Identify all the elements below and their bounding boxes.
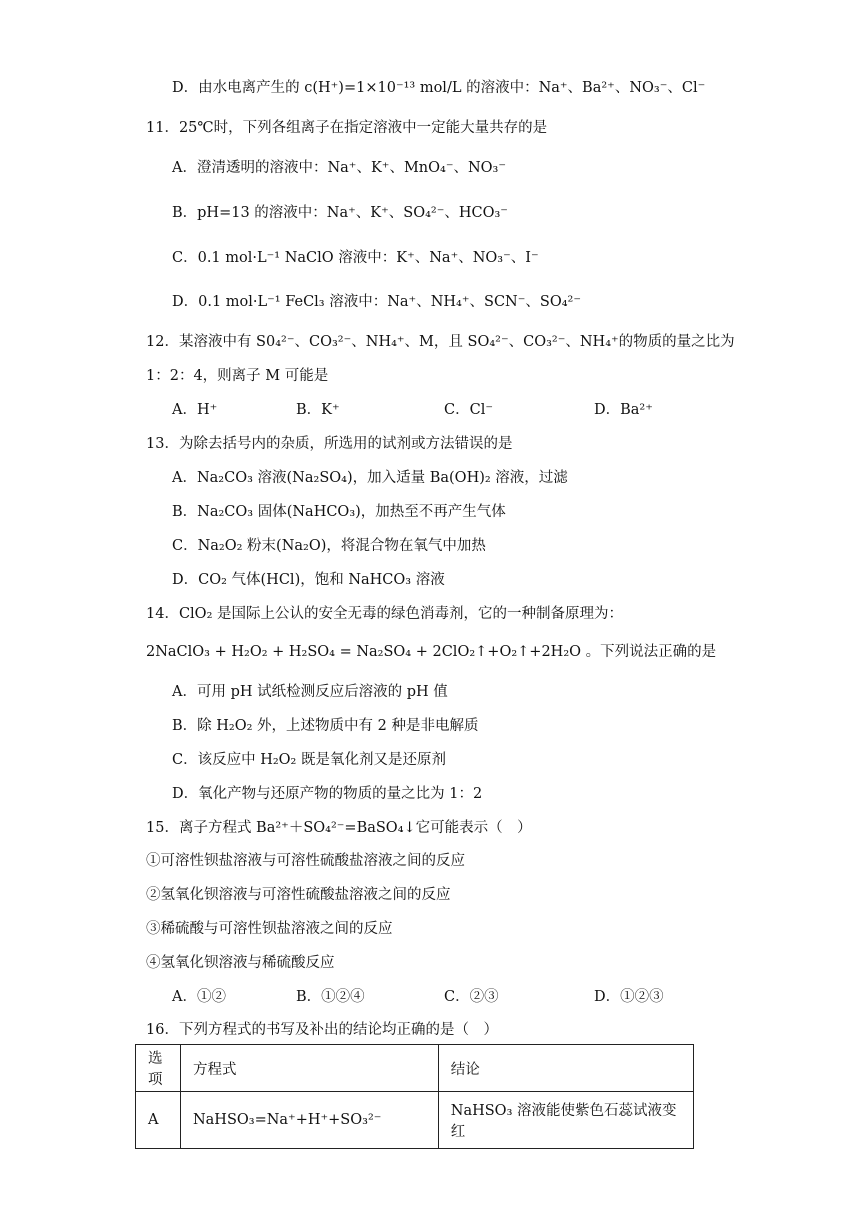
q12-option-a: A．H⁺	[172, 402, 218, 418]
table-header-option: 选项	[136, 1045, 181, 1092]
q12-option-c: C．Cl⁻	[444, 402, 493, 418]
q11-option-d: D．0.1 mol·L⁻¹ FeCl₃ 溶液中：Na⁺、NH₄⁺、SCN⁻、SO₄²⁻	[172, 294, 581, 310]
q15-option-b: B．①②④	[296, 989, 365, 1005]
q12-option-b: B．K⁺	[296, 402, 340, 418]
q14-option-d: D．氧化产物与还原产物的物质的量之比为 1：2	[172, 786, 483, 802]
q16-stem: 16．下列方程式的书写及补出的结论均正确的是（ ）	[146, 1022, 498, 1038]
q13-stem: 13．为除去括号内的杂质，所选用的试剂或方法错误的是	[146, 436, 513, 452]
q15-option-a: A．①②	[172, 989, 226, 1005]
q15-item-4: ④氢氧化钡溶液与稀硫酸反应	[146, 955, 335, 971]
q14-equation: 2NaClO₃ + H₂O₂ + H₂SO₄ = Na₂SO₄ + 2ClO₂↑+O₂↑+2H₂O 。下列说法正确的是	[146, 644, 717, 660]
table-cell-equation: NaHSO₃=Na⁺+H⁺+SO₃²⁻	[180, 1092, 438, 1149]
table-cell-option: A	[136, 1092, 181, 1149]
q12-stem-line1: 12．某溶液中有 S0₄²⁻、CO₃²⁻、NH₄⁺、M，且 SO₄²⁻、CO₃²⁻、NH₄⁺的物质的量之比为	[146, 334, 735, 350]
q10-option-d: D．由水电离产生的 c(H⁺)=1×10⁻¹³ mol/L 的溶液中：Na⁺、Ba²⁺、NO₃⁻、Cl⁻	[172, 80, 706, 96]
q11-option-c: C．0.1 mol·L⁻¹ NaClO 溶液中：K⁺、Na⁺、NO₃⁻、I⁻	[172, 250, 539, 266]
q12-stem-line2: 1：2：4，则离子 M 可能是	[146, 368, 329, 384]
q14-option-c: C．该反应中 H₂O₂ 既是氧化剂又是还原剂	[172, 752, 446, 768]
q13-option-b: B．Na₂CO₃ 固体(NaHCO₃)，加热至不再产生气体	[172, 504, 506, 520]
table-header-conclusion: 结论	[438, 1045, 693, 1092]
q15-item-3: ③稀硫酸与可溶性钡盐溶液之间的反应	[146, 921, 393, 937]
table-header-equation: 方程式	[180, 1045, 438, 1092]
table-row	[136, 1092, 694, 1149]
q14-option-a: A．可用 pH 试纸检测反应后溶液的 pH 值	[172, 684, 448, 700]
q15-stem: 15．离子方程式 Ba²⁺＋SO₄²⁻=BaSO₄↓它可能表示（ ）	[146, 820, 532, 836]
q14-option-b: B．除 H₂O₂ 外，上述物质中有 2 种是非电解质	[172, 718, 479, 734]
q15-item-2: ②氢氧化钡溶液与可溶性硫酸盐溶液之间的反应	[146, 887, 451, 903]
q11-option-b: B．pH=13 的溶液中：Na⁺、K⁺、SO₄²⁻、HCO₃⁻	[172, 205, 508, 221]
table-cell-conclusion: NaHSO₃ 溶液能使紫色石蕊试液变红	[438, 1092, 693, 1149]
q15-option-d: D．①②③	[594, 989, 664, 1005]
q16-table	[135, 1044, 694, 1149]
q11-option-a: A．澄清透明的溶液中：Na⁺、K⁺、MnO₄⁻、NO₃⁻	[172, 160, 507, 176]
q13-option-d: D．CO₂ 气体(HCl)，饱和 NaHCO₃ 溶液	[172, 572, 445, 588]
q15-option-c: C．②③	[444, 989, 499, 1005]
q11-stem: 11．25℃时，下列各组离子在指定溶液中一定能大量共存的是	[146, 120, 548, 136]
q13-option-a: A．Na₂CO₃ 溶液(Na₂SO₄)，加入适量 Ba(OH)₂ 溶液，过滤	[172, 470, 568, 486]
q12-option-d: D．Ba²⁺	[594, 402, 653, 418]
q14-stem: 14．ClO₂ 是国际上公认的安全无毒的绿色消毒剂，它的一种制备原理为：	[146, 606, 623, 622]
q15-item-1: ①可溶性钡盐溶液与可溶性硫酸盐溶液之间的反应	[146, 853, 465, 869]
q13-option-c: C．Na₂O₂ 粉末(Na₂O)，将混合物在氧气中加热	[172, 538, 486, 554]
table-header-row	[136, 1045, 694, 1092]
